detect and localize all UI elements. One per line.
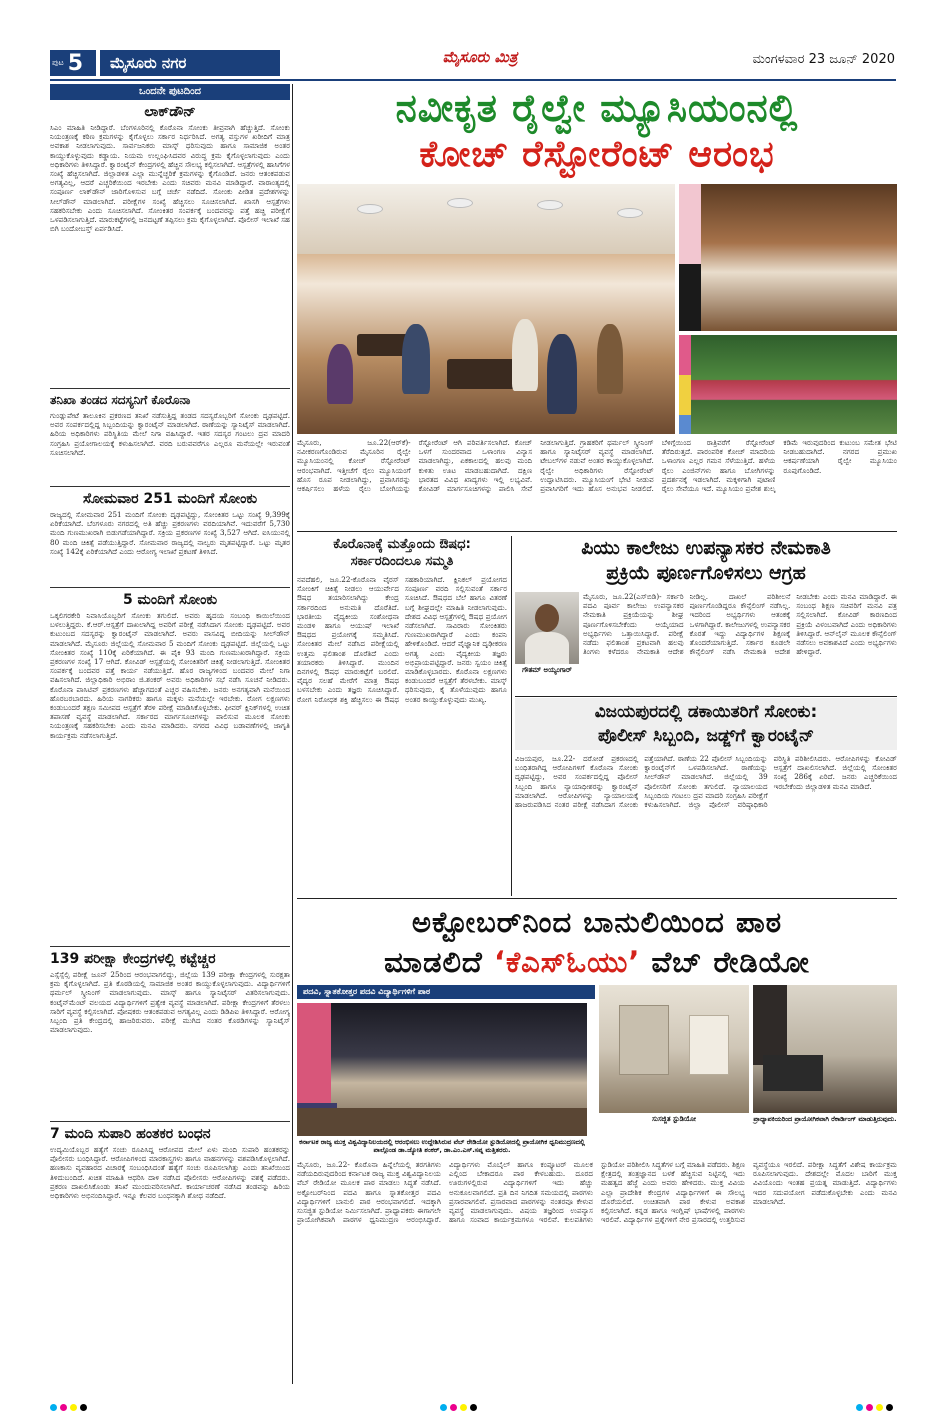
radio-sub-banner: ಪದವಿ, ಸ್ನಾತಕೋತ್ತರ ಪದವಿ ವಿದ್ಯಾರ್ಥಿಗಳಿಗೆ ಪಾಠ <box>297 985 595 999</box>
page-number-box <box>50 50 96 76</box>
story-heading-investigation: ತನಿಖಾ ತಂಡದ ಸದಸ್ಯನಿಗೆ ಕೊರೊನಾ <box>50 393 191 407</box>
story-heading-supari-arrest: 7 ಮಂದಿ ಸುಪಾರಿ ಹಂತಕರ ಬಂಧನ <box>50 1126 211 1142</box>
portrait-caption: ಗೌತಮ್ ಅಯ್ಯಂಗಾರ್ <box>522 666 572 674</box>
photo-radio-recording-session <box>297 1003 587 1136</box>
divider <box>50 486 290 487</box>
registration-marks <box>856 1404 893 1411</box>
pu-headline-line1: ಪಿಯು ಕಾಲೇಜು ಉಪನ್ಯಾಸಕರ ನೇಮಕಾತಿ <box>581 537 831 559</box>
story-text-lockdown: ಸಿಎಂ ಮಾಹಿತಿ ನೀಡಿದ್ದಾರೆ. ಬೆಂಗಳೂರಿನಲ್ಲಿ ಕೊರೊನಾ ಸೋಂಕು ತೀವ್ರವಾಗಿ ಹೆಚ್ಚುತ್ತಿದೆ. ಸೋಂಕು ನಿಯಂತ್ರಣಕ್ಕೆ ಕಠಿಣ ಕ್ರಮಗಳನ್ನು ಕೈಗೊಳ್ಳಲು ಸರ್ಕಾರ ನಿರ್ಧರಿಸಿದೆ. ಅಗತ್ಯ ವಸ್ತುಗಳ ಖರೀದಿಗೆ ಮಾತ್ರ ಅವಕಾಶ ನೀಡಲಾಗುವುದು. ಸಾರ್ವಜನಿಕರು ಮಾಸ್ಕ್ ಧರಿಸುವುದು ಹಾಗೂ ಸಾಮಾಜಿಕ ಅಂತರ ಕಾಯ್ದುಕೊಳ್ಳುವುದು ಕಡ್ಡಾಯ. ನಿಯಮ ಉಲ್ಲಂಘಿಸಿದವರ ವಿರುದ್ಧ ಕ್ರಮ ಕೈಗೊಳ್ಳಲಾಗುವುದು ಎಂದು ಅಧಿಕಾರಿಗಳು ತಿಳಿಸಿದ್ದಾರೆ. ಕ್ವಾರಂಟೈನ್ ಕೇಂದ್ರಗಳಲ್ಲಿ ಹೆಚ್ಚಿನ ಸೌಲಭ್ಯ ಕಲ್ಪಿಸಲಾಗಿದೆ. ಆಸ್ಪತ್ರೆಗಳಲ್ಲಿ ಹಾಸಿಗೆಗಳ ಸಂಖ್ಯೆ ಹೆಚ್ಚಿಸಲಾಗಿದೆ. ಜಿಲ್ಲಾಡಳಿತ ಎಲ್ಲಾ ಮುನ್ನೆಚ್ಚರಿಕೆ ಕ್ರಮಗಳನ್ನು ಕೈಗೊಂಡಿದೆ. ಜನರು ಆತಂಕಪಡುವ ಅಗತ್ಯವಿಲ್ಲ, ಆದರೆ ಎಚ್ಚರಿಕೆಯಿಂದ ಇರಬೇಕು ಎಂದು ಸಚಿವರು ಮನವಿ ಮಾಡಿದ್ದಾರೆ. ವಾರಾಂತ್ಯದಲ್ಲಿ ಸಂಪೂರ್ಣ ಲಾಕ್‌ಡೌನ್ ಜಾರಿಗೊಳಿಸುವ ಬಗ್ಗೆ ಚರ್ಚೆ ನಡೆದಿದೆ. ಸೋಂಕು ಪೀಡಿತ ಪ್ರದೇಶಗಳನ್ನು ಸೀಲ್‌ಡೌನ್ ಮಾಡಲಾಗಿದೆ. ಪರೀಕ್ಷೆಗಳ ಸಂಖ್ಯೆ ಹೆಚ್ಚಿಸಲು ಸೂಚಿಸಲಾಗಿದೆ. ಖಾಸಗಿ ಆಸ್ಪತ್ರೆಗಳು ಸಹಕರಿಸಬೇಕು ಎಂದು ಸೂಚಿಸಲಾಗಿದೆ. ಸೋಂಕಿತರ ಸಂಪರ್ಕಕ್ಕೆ ಬಂದವರನ್ನು ಪತ್ತೆ ಹಚ್ಚಿ ಪರೀಕ್ಷೆಗೆ ಒಳಪಡಿಸಲಾಗುತ್ತಿದೆ. ಮಾರುಕಟ್ಟೆಗಳಲ್ಲಿ ಜನದಟ್ಟಣೆ ತಪ್ಪಿಸಲು ಕ್ರಮ ಕೈಗೊಳ್ಳಲಾಗಿದೆ. ಪೊಲೀಸ್ ಇಲಾಖೆ ಸಹ ಬಿಗಿ ಬಂದೋಬಸ್ತ್ ಏರ್ಪಡಿಸಿದೆ. <box>50 123 290 234</box>
left-column <box>50 84 290 1384</box>
story-text-exam-centres: ಎಸ್ಸೆಸ್ಸೆಲ್ಸಿ ಪರೀಕ್ಷೆ ಜೂನ್ 25ರಿಂದ ಆರಂಭವಾಗಲಿದ್ದು, ಜಿಲ್ಲೆಯ 139 ಪರೀಕ್ಷಾ ಕೇಂದ್ರಗಳಲ್ಲಿ ಸುರಕ್ಷತಾ ಕ್ರಮ ಕೈಗೊಳ್ಳಲಾಗಿದೆ. ಪ್ರತಿ ಕೊಠಡಿಯಲ್ಲಿ ಸಾಮಾಜಿಕ ಅಂತರ ಕಾಯ್ದುಕೊಳ್ಳಲಾಗುವುದು. ವಿದ್ಯಾರ್ಥಿಗಳಿಗೆ ಥರ್ಮಲ್ ಸ್ಕ್ರೀನಿಂಗ್ ಮಾಡಲಾಗುವುದು. ಮಾಸ್ಕ್ ಹಾಗೂ ಸ್ಯಾನಿಟೈಸರ್ ವಿತರಿಸಲಾಗುವುದು. ಕಂಟೈನ್‌ಮೆಂಟ್ ವಲಯದ ವಿದ್ಯಾರ್ಥಿಗಳಿಗೆ ಪ್ರತ್ಯೇಕ ವ್ಯವಸ್ಥೆ ಮಾಡಲಾಗಿದೆ. ಪರೀಕ್ಷಾ ಕೇಂದ್ರಗಳಿಗೆ ತೆರಳಲು ಸಾರಿಗೆ ವ್ಯವಸ್ಥೆ ಕಲ್ಪಿಸಲಾಗಿದೆ. ಪೋಷಕರು ಆತಂಕಪಡುವ ಅಗತ್ಯವಿಲ್ಲ ಎಂದು ಡಿಡಿಪಿಐ ತಿಳಿಸಿದ್ದಾರೆ. ಆರೋಗ್ಯ ಸಿಬ್ಬಂದಿ ಪ್ರತಿ ಕೇಂದ್ರದಲ್ಲಿ ಹಾಜರಿರುವರು. ಪರೀಕ್ಷೆ ಮುಗಿದ ನಂತರ ಕೊಠಡಿಗಳನ್ನು ಸ್ಯಾನಿಟೈಸ್ ಮಾಡಲಾಗುವುದು. <box>50 970 290 1035</box>
divider <box>50 388 290 389</box>
pu-headline <box>515 536 897 586</box>
radio-headline-line1: ಅಕ್ಟೋಬರ್‌ನಿಂದ ಬಾನುಲಿಯಿಂದ ಪಾಠ <box>411 905 783 939</box>
story-heading-251-cases: ಸೋಮವಾರ 251 ಮಂದಿಗೆ ಸೋಂಕು <box>82 491 258 507</box>
ayurveda-headline <box>297 536 507 570</box>
photo-studio <box>599 985 749 1113</box>
story-text-supari-arrest: ಉದ್ಯಮಿಯೊಬ್ಬರ ಹತ್ಯೆಗೆ ಸಂಚು ರೂಪಿಸಿದ್ದ ಆರೋಪದ ಮೇಲೆ ಏಳು ಮಂದಿ ಸುಪಾರಿ ಹಂತಕರನ್ನು ಪೊಲೀಸರು ಬಂಧಿಸಿದ್ದಾರೆ. ಆರೋಪಿಗಳಿಂದ ಮಾರಕಾಸ್ತ್ರಗಳು ಹಾಗೂ ವಾಹನಗಳನ್ನು ವಶಪಡಿಸಿಕೊಳ್ಳಲಾಗಿದೆ. ಹಣಕಾಸು ವ್ಯವಹಾರದ ವಿಚಾರಕ್ಕೆ ಸಂಬಂಧಿಸಿದಂತೆ ಹತ್ಯೆಗೆ ಸಂಚು ರೂಪಿಸಲಾಗಿತ್ತು ಎಂದು ತನಿಖೆಯಿಂದ ತಿಳಿದುಬಂದಿದೆ. ಖಚಿತ ಮಾಹಿತಿ ಆಧರಿಸಿ ದಾಳಿ ನಡೆಸಿದ ಪೊಲೀಸರು ಆರೋಪಿಗಳನ್ನು ವಶಕ್ಕೆ ಪಡೆದರು. ಪ್ರಕರಣ ದಾಖಲಿಸಿಕೊಂಡು ತನಿಖೆ ಮುಂದುವರಿಸಲಾಗಿದೆ. ಕಾರ್ಯಾಚರಣೆ ನಡೆಸಿದ ತಂಡವನ್ನು ಹಿರಿಯ ಅಧಿಕಾರಿಗಳು ಅಭಿನಂದಿಸಿದ್ದಾರೆ. ಇನ್ನೂ ಕೆಲವರ ಬಂಧನಕ್ಕಾಗಿ ಶೋಧ ನಡೆದಿದೆ. <box>50 1145 290 1201</box>
studio-caption: ಸುಸಜ್ಜಿತ ಸ್ಟುಡಿಯೋ <box>652 1115 696 1123</box>
radio-headline <box>297 902 897 982</box>
control-room-caption: ಪ್ರಾಧ್ಯಾಪಕಿಯರಿಂದ ಪ್ರಾಯೋಗಿಕವಾಗಿ ರೆಕಾರ್ಡಿಂಗ್ ಮಾಡುತ್ತಿರುವುದು. <box>753 1115 897 1123</box>
section-name: ಮೈಸೂರು ನಗರ <box>100 50 280 76</box>
registration-marks <box>440 1404 477 1411</box>
main-headline <box>297 84 897 182</box>
radio-photo-caption: ಕರ್ನಾಟಕ ರಾಜ್ಯ ಮುಕ್ತ ವಿಶ್ವವಿದ್ಯಾನಿಲಯದಲ್ಲಿ ಆರಂಭಿಸಲು ಉದ್ದೇಶಿಸಿರುವ ವೆಬ್ ರೇಡಿಯೋ ಸ್ಟುಡಿಯೋದಲ್ಲಿ ಪ್ರಾಯೋಗಿಕ ಧ್ವನಿಮುದ್ರಣದಲ್ಲಿ ಪಾಲ್ಗೊಂಡ ಡಾ.ಜ್ಯೋತಿ ಶಂಕರ್, ಡಾ.ಎಂ.ಎಸ್.ಸಪ್ನ ಮತ್ತಿತರರು. <box>299 1138 585 1154</box>
page-header <box>0 0 945 82</box>
section-rule <box>515 696 897 697</box>
section-rule <box>297 898 897 899</box>
main-headline-line2: ಕೋಚ್ ರೆಸ್ಟೋರೆಂಟ್ ಆರಂಭ <box>419 134 775 175</box>
section-rule <box>297 531 897 532</box>
divider <box>50 1121 290 1122</box>
ayurveda-story-text: ನವದೆಹಲಿ, ಜೂ.22-ಕೊರೊನಾ ವೈರಸ್ ಸೋಂಕಿಗೆ ಚಿಕಿತ್ಸೆ ನೀಡಲು ಆಯುರ್ವೇದ ಔಷಧ ತಯಾರಿಸಲಾಗಿದ್ದು ಕೇಂದ್ರ ಸರ್ಕಾರದಿಂದ ಅನುಮತಿ ದೊರೆತಿದೆ. ಭಾರತೀಯ ವೈದ್ಯಕೀಯ ಸಂಶೋಧನಾ ಮಂಡಳಿ ಹಾಗೂ ಆಯುಷ್ ಇಲಾಖೆ ಔಷಧದ ಪ್ರಯೋಗಕ್ಕೆ ಸಮ್ಮತಿಸಿದೆ. ಸೋಂಕಿತರ ಮೇಲೆ ನಡೆಸಿದ ಪರೀಕ್ಷೆಯಲ್ಲಿ ಉತ್ತಮ ಫಲಿತಾಂಶ ದೊರೆತಿದೆ ಎಂದು ತಯಾರಕರು ತಿಳಿಸಿದ್ದಾರೆ. ಮುಂದಿನ ದಿನಗಳಲ್ಲಿ ಔಷಧ ಮಾರುಕಟ್ಟೆಗೆ ಬರಲಿದೆ. ವೈದ್ಯರ ಸಲಹೆ ಮೇರೆಗೆ ಮಾತ್ರ ಔಷಧ ಬಳಸಬೇಕು ಎಂದು ತಜ್ಞರು ಸೂಚಿಸಿದ್ದಾರೆ. ರೋಗ ನಿರೋಧಕ ಶಕ್ತಿ ಹೆಚ್ಚಿಸಲು ಈ ಔಷಧ ಸಹಕಾರಿಯಾಗಿದೆ. ಕ್ಲಿನಿಕಲ್ ಪ್ರಯೋಗದ ಸಂಪೂರ್ಣ ವರದಿ ಸಲ್ಲಿಸುವಂತೆ ಸರ್ಕಾರ ಸೂಚಿಸಿದೆ. ಔಷಧದ ಬೆಲೆ ಹಾಗೂ ವಿತರಣೆ ಬಗ್ಗೆ ಶೀಘ್ರದಲ್ಲೇ ಮಾಹಿತಿ ನೀಡಲಾಗುವುದು. ದೇಶದ ವಿವಿಧ ಆಸ್ಪತ್ರೆಗಳಲ್ಲಿ ಔಷಧ ಪ್ರಯೋಗ ನಡೆಸಲಾಗಿದೆ. ಸಾವಿರಾರು ಸೋಂಕಿತರು ಗುಣಮುಖರಾಗಿದ್ದಾರೆ ಎಂದು ಕಂಪನಿ ಹೇಳಿಕೊಂಡಿದೆ. ಆದರೆ ವೈಜ್ಞಾನಿಕ ದೃಢೀಕರಣ ಅಗತ್ಯ ಎಂದು ವೈದ್ಯಕೀಯ ತಜ್ಞರು ಅಭಿಪ್ರಾಯಪಟ್ಟಿದ್ದಾರೆ. ಜನರು ಸ್ವಯಂ ಚಿಕಿತ್ಸೆ ಮಾಡಿಕೊಳ್ಳಬಾರದು. ಕೊರೊನಾ ಲಕ್ಷಣಗಳು ಕಂಡುಬಂದರೆ ಆಸ್ಪತ್ರೆಗೆ ತೆರಳಬೇಕು. ಮಾಸ್ಕ್ ಧರಿಸುವುದು, ಕೈ ತೊಳೆಯುವುದು ಹಾಗೂ ಅಂತರ ಕಾಯ್ದುಕೊಳ್ಳುವುದು ಮುಖ್ಯ. <box>297 575 507 704</box>
photo-coach-restaurant-interior <box>297 184 675 434</box>
divider <box>50 587 290 588</box>
page-number: 5 <box>67 50 84 76</box>
pu-story-text: ಮೈಸೂರು, ಜೂ.22(ಎಸ್‌ಬಿಡಿ)- ಸರ್ಕಾರಿ ಪದವಿ ಪೂರ್ವ ಕಾಲೇಜು ಉಪನ್ಯಾಸಕರ ನೇಮಕಾತಿ ಪ್ರಕ್ರಿಯೆಯನ್ನು ಶೀಘ್ರ ಪೂರ್ಣಗೊಳಿಸಬೇಕೆಂದು ಆಯ್ಕೆಯಾದ ಅಭ್ಯರ್ಥಿಗಳು ಒತ್ತಾಯಿಸಿದ್ದಾರೆ. ಪರೀಕ್ಷೆ ನಡೆದು ಫಲಿತಾಂಶ ಪ್ರಕಟವಾಗಿ ಹಲವು ತಿಂಗಳು ಕಳೆದರೂ ನೇಮಕಾತಿ ಆದೇಶ ನೀಡಿಲ್ಲ. ದಾಖಲೆ ಪರಿಶೀಲನೆ ಪೂರ್ಣಗೊಂಡಿದ್ದರೂ ಕೌನ್ಸೆಲಿಂಗ್ ನಡೆಸಿಲ್ಲ. ಇದರಿಂದ ಅಭ್ಯರ್ಥಿಗಳು ಆತಂಕಕ್ಕೆ ಒಳಗಾಗಿದ್ದಾರೆ. ಕಾಲೇಜುಗಳಲ್ಲಿ ಉಪನ್ಯಾಸಕರ ಕೊರತೆ ಇದ್ದು ವಿದ್ಯಾರ್ಥಿಗಳ ಶಿಕ್ಷಣಕ್ಕೆ ತೊಂದರೆಯಾಗುತ್ತಿದೆ. ಸರ್ಕಾರ ಕೂಡಲೇ ಕೌನ್ಸೆಲಿಂಗ್ ನಡೆಸಿ ನೇಮಕಾತಿ ಆದೇಶ ನೀಡಬೇಕು ಎಂದು ಮನವಿ ಮಾಡಿದ್ದಾರೆ. ಈ ಸಂಬಂಧ ಶಿಕ್ಷಣ ಸಚಿವರಿಗೆ ಮನವಿ ಪತ್ರ ಸಲ್ಲಿಸಲಾಗಿದೆ. ಕೋವಿಡ್ ಕಾರಣದಿಂದ ಪ್ರಕ್ರಿಯೆ ವಿಳಂಬವಾಗಿದೆ ಎಂದು ಅಧಿಕಾರಿಗಳು ತಿಳಿಸಿದ್ದಾರೆ. ಆನ್‌ಲೈನ್ ಮೂಲಕ ಕೌನ್ಸೆಲಿಂಗ್ ನಡೆಸಲು ಅವಕಾಶವಿದೆ ಎಂದು ಅಭ್ಯರ್ಥಿಗಳು ಹೇಳಿದ್ದಾರೆ. <box>583 592 897 657</box>
continued-banner: ಒಂದನೇ ಪುಟದಿಂದ <box>50 84 290 100</box>
radio-headline-line2-start: ಮಾಡಲಿದೆ <box>384 945 483 979</box>
column-rule <box>511 536 512 896</box>
story-text-investigation: ಗುಂಡ್ಲುಪೇಟೆ ತಾಲೂಕಿನ ಪ್ರಕರಣದ ತನಿಖೆ ನಡೆಸುತ್ತಿದ್ದ ತಂಡದ ಸದಸ್ಯರೊಬ್ಬರಿಗೆ ಸೋಂಕು ದೃಢಪಟ್ಟಿದೆ. ಅವರ ಸಂಪರ್ಕದಲ್ಲಿದ್ದ ಸಿಬ್ಬಂದಿಯನ್ನು ಕ್ವಾರಂಟೈನ್ ಮಾಡಲಾಗಿದೆ. ಠಾಣೆಯನ್ನು ಸ್ಯಾನಿಟೈಸ್ ಮಾಡಲಾಗಿದೆ. ಹಿರಿಯ ಅಧಿಕಾರಿಗಳು ಪರಿಸ್ಥಿತಿಯ ಮೇಲೆ ನಿಗಾ ವಹಿಸಿದ್ದಾರೆ. ಇತರ ಸದಸ್ಯರ ಗಂಟಲು ದ್ರವ ಮಾದರಿ ಸಂಗ್ರಹಿಸಿ ಪ್ರಯೋಗಾಲಯಕ್ಕೆ ಕಳುಹಿಸಲಾಗಿದೆ. ವರದಿ ಬರುವವರೆಗೂ ಎಲ್ಲರೂ ಮನೆಯಲ್ಲೇ ಇರುವಂತೆ ಸೂಚಿಸಲಾಗಿದೆ. <box>50 411 290 457</box>
radio-headline-line2-end: ವೆಬ್ ರೇಡಿಯೋ <box>651 945 810 979</box>
vijayapura-story-text: ವಿಜಯಪುರ, ಜೂ.22- ದರೋಡೆ ಪ್ರಕರಣದಲ್ಲಿ ಬಂಧಿತರಾಗಿದ್ದ ಆರೋಪಿಗಳಿಗೆ ಕೊರೊನಾ ಸೋಂಕು ದೃಢಪಟ್ಟಿದ್ದು, ಅವರ ಸಂಪರ್ಕದಲ್ಲಿದ್ದ ಪೊಲೀಸ್ ಸಿಬ್ಬಂದಿ ಹಾಗೂ ನ್ಯಾಯಾಧೀಶರನ್ನು ಕ್ವಾರಂಟೈನ್ ಮಾಡಲಾಗಿದೆ. ಆರೋಪಿಗಳನ್ನು ನ್ಯಾಯಾಲಯಕ್ಕೆ ಹಾಜರುಪಡಿಸಿದ ನಂತರ ಪರೀಕ್ಷೆ ನಡೆಸಿದಾಗ ಸೋಂಕು ಪತ್ತೆಯಾಗಿದೆ. ಠಾಣೆಯ 22 ಪೊಲೀಸ್ ಸಿಬ್ಬಂದಿಯನ್ನು ಕ್ವಾರಂಟೈನ್‌ಗೆ ಒಳಪಡಿಸಲಾಗಿದೆ. ಠಾಣೆಯನ್ನು ಸೀಲ್‌ಡೌನ್ ಮಾಡಲಾಗಿದೆ. ಜಿಲ್ಲೆಯಲ್ಲಿ 39 ಪೊಲೀಸರಿಗೆ ಸೋಂಕು ತಗುಲಿದೆ. ನ್ಯಾಯಾಲಯದ ಸಿಬ್ಬಂದಿಯ ಗಂಟಲು ದ್ರವ ಮಾದರಿ ಸಂಗ್ರಹಿಸಿ ಪರೀಕ್ಷೆಗೆ ಕಳುಹಿಸಲಾಗಿದೆ. ಜಿಲ್ಲಾ ಪೊಲೀಸ್ ವರಿಷ್ಠಾಧಿಕಾರಿ ಪರಿಸ್ಥಿತಿ ಪರಿಶೀಲಿಸಿದರು. ಆರೋಪಿಗಳನ್ನು ಕೋವಿಡ್ ಆಸ್ಪತ್ರೆಗೆ ದಾಖಲಿಸಲಾಗಿದೆ. ಜಿಲ್ಲೆಯಲ್ಲಿ ಸೋಂಕಿತರ ಸಂಖ್ಯೆ 286ಕ್ಕೆ ಏರಿದೆ. ಜನರು ಎಚ್ಚರಿಕೆಯಿಂದ ಇರಬೇಕೆಂದು ಜಿಲ್ಲಾಡಳಿತ ಮನವಿ ಮಾಡಿದೆ. <box>515 754 897 810</box>
radio-headline-ksou: ‘ಕೆಎಸ್‌ಓಯು’ <box>493 945 641 979</box>
ayurveda-headline-line2: ಸರ್ಕಾರದಿಂದಲೂ ಸಮ್ಮತಿ <box>350 554 454 569</box>
column-rule <box>292 84 293 1384</box>
photo-restaurant-counter <box>679 184 897 331</box>
ayurveda-headline-line1: ಕೊರೊನಾಕ್ಕೆ ಮತ್ತೊಂದು ಔಷಧ: <box>333 537 471 552</box>
main-headline-line1: ನವೀಕೃತ ರೈಲ್ವೇ ಮ್ಯೂಸಿಯಂನಲ್ಲಿ <box>395 86 799 130</box>
story-text-5-cases: ಒಕ್ಕಲಿಗರಕೇರಿ ನಿವಾಸಿಯೊಬ್ಬರಿಗೆ ಸೋಂಕು ತಗುಲಿದೆ. ಅವರು ಹೃದಯ ಸಂಬಂಧಿ ಕಾಯಿಲೆಯಿಂದ ಬಳಲುತ್ತಿದ್ದರು. ಕೆ.ಆರ್.ಆಸ್ಪತ್ರೆಗೆ ದಾಖಲಾಗಿದ್ದ ಅವರಿಗೆ ಪರೀಕ್ಷೆ ನಡೆಸಿದಾಗ ಸೋಂಕು ದೃಢಪಟ್ಟಿದೆ. ಅವರ ಕುಟುಂಬದ ಸದಸ್ಯರನ್ನು ಕ್ವಾರಂಟೈನ್ ಮಾಡಲಾಗಿದೆ. ಅವರು ವಾಸವಿದ್ದ ಬೀದಿಯನ್ನು ಸೀಲ್‌ಡೌನ್ ಮಾಡಲಾಗಿದೆ. ಮೈಸೂರು ಜಿಲ್ಲೆಯಲ್ಲಿ ಸೋಮವಾರ 5 ಮಂದಿಗೆ ಸೋಂಕು ದೃಢಪಟ್ಟಿದೆ. ಜಿಲ್ಲೆಯಲ್ಲಿ ಒಟ್ಟು ಸೋಂಕಿತರ ಸಂಖ್ಯೆ 110ಕ್ಕೆ ಏರಿಕೆಯಾಗಿದೆ. ಈ ಪೈಕಿ 93 ಮಂದಿ ಗುಣಮುಖರಾಗಿದ್ದಾರೆ. ಸಕ್ರಿಯ ಪ್ರಕರಣಗಳ ಸಂಖ್ಯೆ 17 ಆಗಿದೆ. ಕೋವಿಡ್ ಆಸ್ಪತ್ರೆಯಲ್ಲಿ ಸೋಂಕಿತರಿಗೆ ಚಿಕಿತ್ಸೆ ನೀಡಲಾಗುತ್ತಿದೆ. ಸೋಂಕಿತರ ಸಂಪರ್ಕಕ್ಕೆ ಬಂದವರ ಪತ್ತೆ ಕಾರ್ಯ ನಡೆಯುತ್ತಿದೆ. ಹೊರ ರಾಜ್ಯಗಳಿಂದ ಬಂದವರ ಮೇಲೆ ನಿಗಾ ವಹಿಸಲಾಗಿದೆ. ಜಿಲ್ಲಾಧಿಕಾರಿ ಅಭಿರಾಂ ಜಿ.ಶಂಕರ್ ಅವರು ಅಧಿಕಾರಿಗಳ ಸಭೆ ನಡೆಸಿ ಸೂಚನೆ ನೀಡಿದರು. ಕೊರೊನಾ ಪಾಸಿಟಿವ್ ಪ್ರಕರಣಗಳು ಹೆಚ್ಚಾಗದಂತೆ ಎಚ್ಚರ ವಹಿಸಬೇಕು. ಜನರು ಅನಗತ್ಯವಾಗಿ ಮನೆಯಿಂದ ಹೊರಬರಬಾರದು. ಹಿರಿಯ ನಾಗರಿಕರು ಹಾಗೂ ಮಕ್ಕಳು ಮನೆಯಲ್ಲೇ ಇರಬೇಕು. ರೋಗ ಲಕ್ಷಣಗಳು ಕಂಡುಬಂದರೆ ತಕ್ಷಣ ಸಮೀಪದ ಆಸ್ಪತ್ರೆಗೆ ತೆರಳಿ ಪರೀಕ್ಷೆ ಮಾಡಿಸಿಕೊಳ್ಳಬೇಕು. ಫೀವರ್ ಕ್ಲಿನಿಕ್‌ಗಳಲ್ಲಿ ಉಚಿತ ತಪಾಸಣೆ ವ್ಯವಸ್ಥೆ ಮಾಡಲಾಗಿದೆ. ಸರ್ಕಾರದ ಮಾರ್ಗಸೂಚಿಗಳನ್ನು ಪಾಲಿಸುವ ಮೂಲಕ ಸೋಂಕು ನಿಯಂತ್ರಣಕ್ಕೆ ಸಹಕರಿಸಬೇಕು ಎಂದು ಮನವಿ ಮಾಡಿದರು. ನಗರದ ವಿವಿಧ ಬಡಾವಣೆಗಳಲ್ಲಿ ಜಾಗೃತಿ ಕಾರ್ಯಕ್ರಮ ನಡೆಸಲಾಗುತ್ತಿದೆ. <box>50 611 290 740</box>
radio-headline-line2 <box>297 942 897 982</box>
main-story-text: ಮೈಸೂರು, ಜೂ.22(ಆರ್‌ಕೆ)- ನವೀಕರಣಗೊಂಡಿರುವ ಮೈಸೂರಿನ ರೈಲ್ವೇ ಮ್ಯೂಸಿಯಂನಲ್ಲಿ ಕೋಚ್ ರೆಸ್ಟೋರೆಂಟ್ ಆರಂಭವಾಗಿದೆ. ಇತ್ತೀಚೆಗೆ ರೈಲು ಮ್ಯೂಸಿಯಂಗೆ ಹೊಸ ರೂಪ ನೀಡಲಾಗಿದ್ದು, ಪ್ರವಾಸಿಗರನ್ನು ಆಕರ್ಷಿಸಲು ಹಳೆಯ ರೈಲು ಬೋಗಿಯನ್ನು ರೆಸ್ಟೋರೆಂಟ್ ಆಗಿ ಪರಿವರ್ತಿಸಲಾಗಿದೆ. ಕೋಚ್ ಒಳಗೆ ಸುಂದರವಾದ ಒಳಾಂಗಣ ವಿನ್ಯಾಸ ಮಾಡಲಾಗಿದ್ದು, ಏಕಕಾಲದಲ್ಲಿ ಹಲವು ಮಂದಿ ಕುಳಿತು ಊಟ ಮಾಡಬಹುದಾಗಿದೆ. ದಕ್ಷಿಣ ಭಾರತದ ವಿವಿಧ ಖಾದ್ಯಗಳು ಇಲ್ಲಿ ಲಭ್ಯವಿವೆ. ಕೋವಿಡ್ ಮಾರ್ಗಸೂಚಿಗಳನ್ನು ಪಾಲಿಸಿ ಸೇವೆ ನೀಡಲಾಗುತ್ತಿದೆ. ಗ್ರಾಹಕರಿಗೆ ಥರ್ಮಲ್ ಸ್ಕ್ರೀನಿಂಗ್ ಹಾಗೂ ಸ್ಯಾನಿಟೈಸರ್ ವ್ಯವಸ್ಥೆ ಮಾಡಲಾಗಿದೆ. ಟೇಬಲ್‌ಗಳ ನಡುವೆ ಅಂತರ ಕಾಯ್ದುಕೊಳ್ಳಲಾಗಿದೆ. ರೈಲ್ವೇ ಅಧಿಕಾರಿಗಳು ರೆಸ್ಟೋರೆಂಟ್ ಉದ್ಘಾಟಿಸಿದರು. ಮ್ಯೂಸಿಯಂಗೆ ಭೇಟಿ ನೀಡುವ ಪ್ರವಾಸಿಗರಿಗೆ ಇದು ಹೊಸ ಅನುಭವ ನೀಡಲಿದೆ. ಬೆಳಿಗ್ಗೆಯಿಂದ ರಾತ್ರಿವರೆಗೆ ರೆಸ್ಟೋರೆಂಟ್ ತೆರೆದಿರುತ್ತದೆ. ಪಾರಂಪರಿಕ ಕೋಚ್ ಮಾದರಿಯ ಒಳಾಂಗಣ ಎಲ್ಲರ ಗಮನ ಸೆಳೆಯುತ್ತಿದೆ. ಹಳೆಯ ರೈಲು ಎಂಜಿನ್‌ಗಳು ಹಾಗೂ ಬೋಗಿಗಳನ್ನು ಪ್ರದರ್ಶನಕ್ಕೆ ಇಡಲಾಗಿದೆ. ಮಕ್ಕಳಿಗಾಗಿ ಪುಟಾಣಿ ರೈಲು ಸೇವೆಯೂ ಇದೆ. ಮ್ಯೂಸಿಯಂ ಪ್ರವೇಶ ಶುಲ್ಕ ಕಡಿಮೆ ಇರುವುದರಿಂದ ಕುಟುಂಬ ಸಮೇತ ಭೇಟಿ ನೀಡಬಹುದಾಗಿದೆ. ನಗರದ ಪ್ರಮುಖ ಆಕರ್ಷಣೆಯಾಗಿ ರೈಲ್ವೇ ಮ್ಯೂಸಿಯಂ ರೂಪುಗೊಂಡಿದೆ. <box>297 438 897 494</box>
divider <box>50 946 290 947</box>
photo-control-room <box>753 985 897 1113</box>
vijayapura-headline <box>515 700 897 748</box>
header-rule <box>50 79 896 81</box>
photo-heritage-coach-exterior <box>679 335 897 434</box>
story-text-251-cases: ರಾಜ್ಯದಲ್ಲಿ ಸೋಮವಾರ 251 ಮಂದಿಗೆ ಸೋಂಕು ದೃಢಪಟ್ಟಿದ್ದು, ಸೋಂಕಿತರ ಒಟ್ಟು ಸಂಖ್ಯೆ 9,399ಕ್ಕೆ ಏರಿಕೆಯಾಗಿದೆ. ಬೆಂಗಳೂರು ನಗರದಲ್ಲಿ ಅತಿ ಹೆಚ್ಚು ಪ್ರಕರಣಗಳು ವರದಿಯಾಗಿವೆ. ಇದುವರೆಗೆ 5,730 ಮಂದಿ ಗುಣಮುಖರಾಗಿ ಬಿಡುಗಡೆಯಾಗಿದ್ದಾರೆ. ಸಕ್ರಿಯ ಪ್ರಕರಣಗಳ ಸಂಖ್ಯೆ 3,527 ಆಗಿದೆ. ಐಸಿಯುನಲ್ಲಿ 80 ಮಂದಿ ಚಿಕಿತ್ಸೆ ಪಡೆಯುತ್ತಿದ್ದಾರೆ. ಸೋಮವಾರ ರಾಜ್ಯದಲ್ಲಿ ನಾಲ್ವರು ಮೃತಪಟ್ಟಿದ್ದಾರೆ. ಒಟ್ಟು ಮೃತರ ಸಂಖ್ಯೆ 142ಕ್ಕೆ ಏರಿಕೆಯಾಗಿದೆ ಎಂದು ಆರೋಗ್ಯ ಇಲಾಖೆ ಪ್ರಕಟಣೆ ತಿಳಿಸಿದೆ. <box>50 510 290 556</box>
vijayapura-headline-line2: ಪೊಲೀಸ್ ಸಿಬ್ಬಂದಿ, ಜಡ್ಜ್‌ಗೆ ಕ್ವಾರಂಟೈನ್ <box>597 726 815 746</box>
story-heading-5-cases: 5 ಮಂದಿಗೆ ಸೋಂಕು <box>122 592 218 608</box>
registration-marks <box>50 1404 87 1411</box>
photo-portrait <box>515 592 579 664</box>
page-label: ಪುಟ <box>52 58 64 67</box>
issue-date: ಮಂಗಳವಾರ 23 ಜೂನ್ 2020 <box>752 52 895 67</box>
radio-story-text: ಮೈಸೂರು, ಜೂ.22- ಕೊರೊನಾ ಹಿನ್ನೆಲೆಯಲ್ಲಿ ತರಗತಿಗಳು ನಡೆಯದಿರುವುದರಿಂದ ಕರ್ನಾಟಕ ರಾಜ್ಯ ಮುಕ್ತ ವಿಶ್ವವಿದ್ಯಾನಿಲಯ ವೆಬ್ ರೇಡಿಯೋ ಮೂಲಕ ಪಾಠ ಮಾಡಲು ಸಿದ್ಧತೆ ನಡೆಸಿದೆ. ಅಕ್ಟೋಬರ್‌ನಿಂದ ಪದವಿ ಹಾಗೂ ಸ್ನಾತಕೋತ್ತರ ಪದವಿ ವಿದ್ಯಾರ್ಥಿಗಳಿಗೆ ಬಾನುಲಿ ಪಾಠ ಆರಂಭವಾಗಲಿದೆ. ಇದಕ್ಕಾಗಿ ಸುಸಜ್ಜಿತ ಸ್ಟುಡಿಯೋ ನಿರ್ಮಿಸಲಾಗಿದೆ. ಪ್ರಾಧ್ಯಾಪಕರು ಈಗಾಗಲೇ ಪ್ರಾಯೋಗಿಕವಾಗಿ ಪಾಠಗಳ ಧ್ವನಿಮುದ್ರಣ ಆರಂಭಿಸಿದ್ದಾರೆ. ವಿದ್ಯಾರ್ಥಿಗಳು ಮೊಬೈಲ್ ಹಾಗೂ ಕಂಪ್ಯೂಟರ್ ಮೂಲಕ ಎಲ್ಲಿಂದ ಬೇಕಾದರೂ ಪಾಠ ಕೇಳಬಹುದು. ದೂರದ ಊರುಗಳಲ್ಲಿರುವ ವಿದ್ಯಾರ್ಥಿಗಳಿಗೆ ಇದು ಹೆಚ್ಚು ಅನುಕೂಲವಾಗಲಿದೆ. ಪ್ರತಿ ದಿನ ನಿಗದಿತ ಸಮಯದಲ್ಲಿ ಪಾಠಗಳು ಪ್ರಸಾರವಾಗಲಿವೆ. ಪ್ರಸಾರವಾದ ಪಾಠಗಳನ್ನು ನಂತರವೂ ಕೇಳುವ ವ್ಯವಸ್ಥೆ ಮಾಡಲಾಗುವುದು. ವಿಷಯ ತಜ್ಞರಿಂದ ಉಪನ್ಯಾಸ ಹಾಗೂ ಸಂವಾದ ಕಾರ್ಯಕ್ರಮಗಳೂ ಇರಲಿವೆ. ಕುಲಪತಿಗಳು ಸ್ಟುಡಿಯೋ ಪರಿಶೀಲಿಸಿ ಸಿದ್ಧತೆಗಳ ಬಗ್ಗೆ ಮಾಹಿತಿ ಪಡೆದರು. ಶಿಕ್ಷಣ ಕ್ಷೇತ್ರದಲ್ಲಿ ತಂತ್ರಜ್ಞಾನದ ಬಳಕೆ ಹೆಚ್ಚಿಸುವ ನಿಟ್ಟಿನಲ್ಲಿ ಇದು ಮಹತ್ವದ ಹೆಜ್ಜೆ ಎಂದು ಅವರು ಹೇಳಿದರು. ಮುಕ್ತ ವಿವಿಯ ಎಲ್ಲಾ ಪ್ರಾದೇಶಿಕ ಕೇಂದ್ರಗಳ ವಿದ್ಯಾರ್ಥಿಗಳಿಗೆ ಈ ಸೌಲಭ್ಯ ದೊರೆಯಲಿದೆ. ಉಚಿತವಾಗಿ ಪಾಠ ಕೇಳುವ ಅವಕಾಶ ಕಲ್ಪಿಸಲಾಗಿದೆ. ಕನ್ನಡ ಹಾಗೂ ಇಂಗ್ಲಿಷ್ ಭಾಷೆಗಳಲ್ಲಿ ಪಾಠಗಳು ಇರಲಿವೆ. ವಿದ್ಯಾರ್ಥಿಗಳ ಪ್ರಶ್ನೆಗಳಿಗೆ ನೇರ ಪ್ರಸಾರದಲ್ಲಿ ಉತ್ತರಿಸುವ ವ್ಯವಸ್ಥೆಯೂ ಇರಲಿದೆ. ಪರೀಕ್ಷಾ ಸಿದ್ಧತೆಗೆ ವಿಶೇಷ ಕಾರ್ಯಕ್ರಮ ರೂಪಿಸಲಾಗುವುದು. ದೇಶದಲ್ಲೇ ಮೊದಲ ಬಾರಿಗೆ ಮುಕ್ತ ವಿವಿಯೊಂದು ಇಂತಹ ಪ್ರಯತ್ನ ಮಾಡುತ್ತಿದೆ. ವಿದ್ಯಾರ್ಥಿಗಳು ಇದರ ಸದುಪಯೋಗ ಪಡೆದುಕೊಳ್ಳಬೇಕು ಎಂದು ಮನವಿ ಮಾಡಲಾಗಿದೆ. <box>297 1160 897 1225</box>
masthead-logo: ಮೈಸೂರು ಮಿತ್ರ <box>442 48 518 66</box>
story-heading-exam-centres: 139 ಪರೀಕ್ಷಾ ಕೇಂದ್ರಗಳಲ್ಲಿ ಕಟ್ಟೆಚ್ಚರ <box>50 951 216 967</box>
story-heading-lockdown: ಲಾಕ್‌ಡೌನ್ <box>144 104 196 120</box>
vijayapura-headline-line1: ವಿಜಯಪುರದಲ್ಲಿ ಡಕಾಯಿತರಿಗೆ ಸೋಂಕು: <box>594 702 818 722</box>
pu-headline-line2: ಪ್ರಕ್ರಿಯೆ ಪೂರ್ಣಗೊಳಿಸಲು ಆಗ್ರಹ <box>606 562 806 584</box>
